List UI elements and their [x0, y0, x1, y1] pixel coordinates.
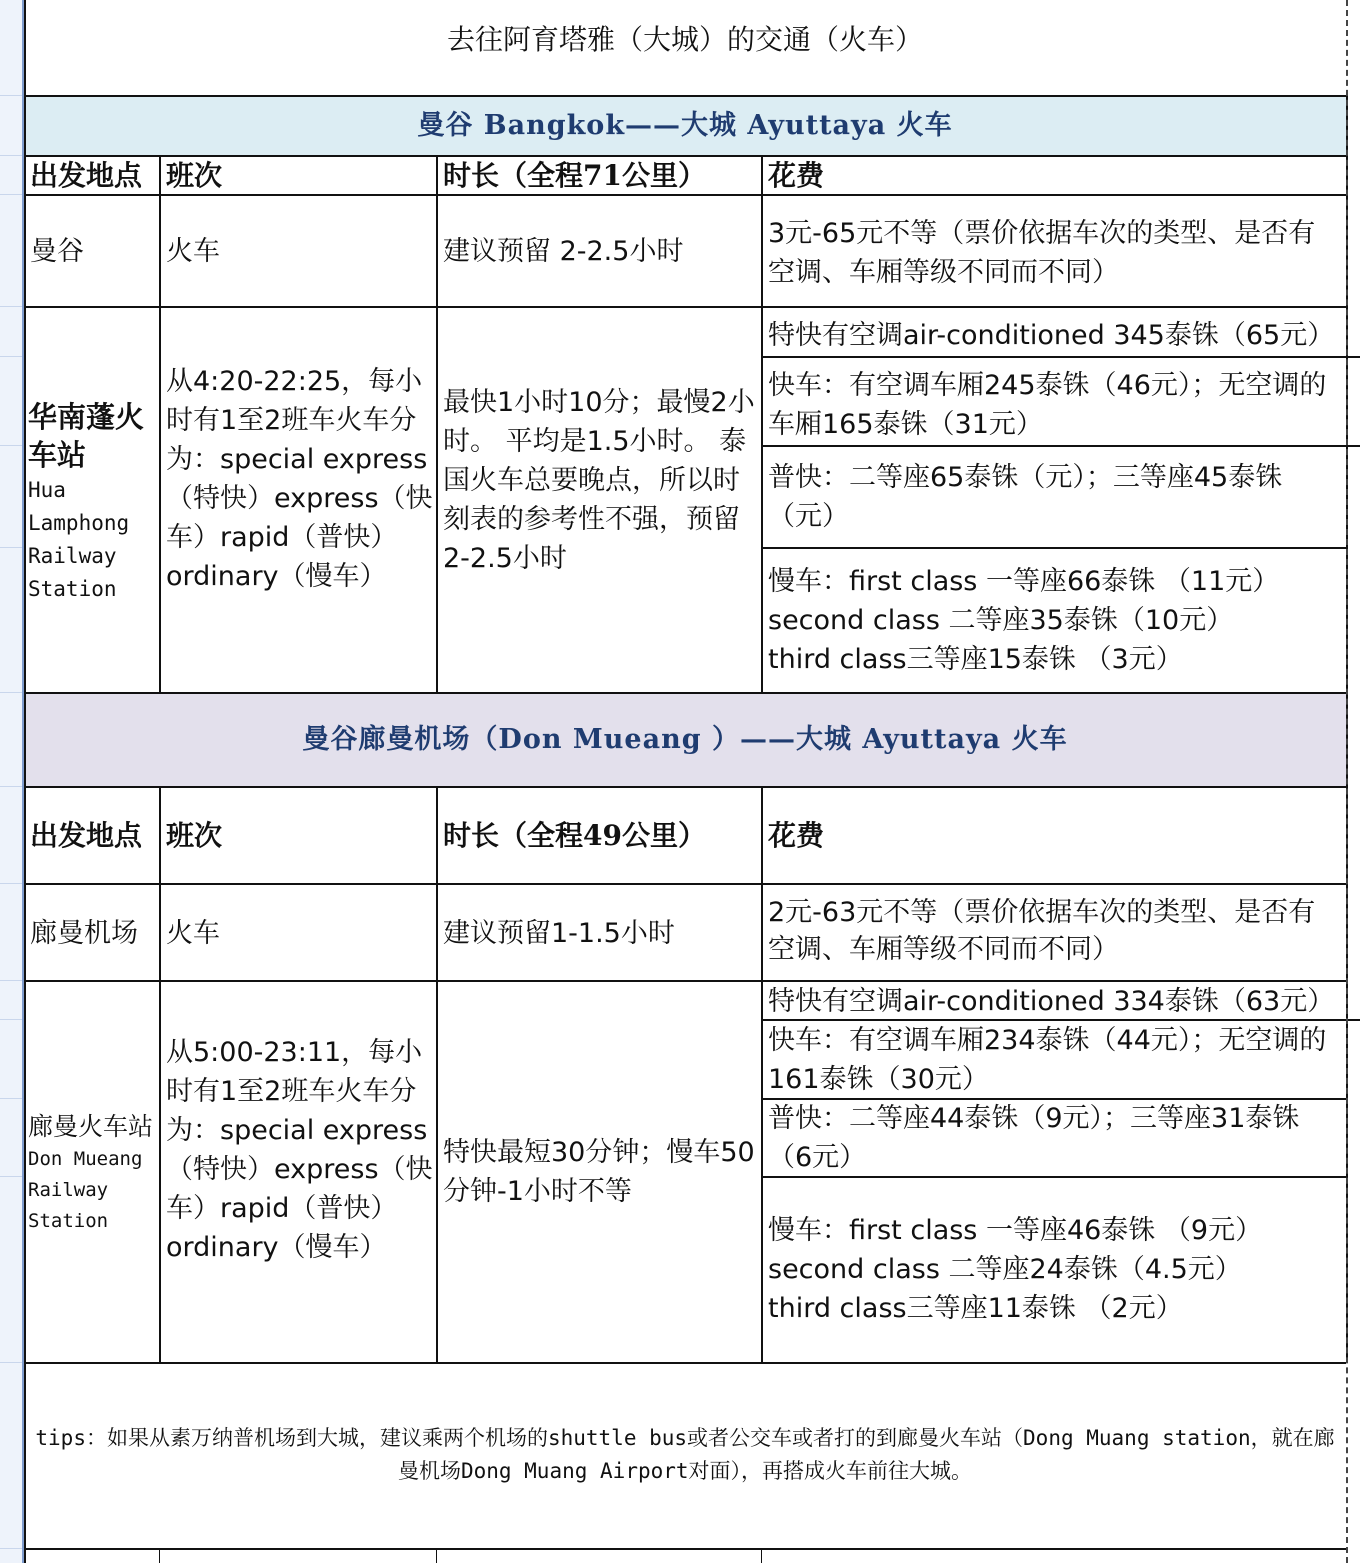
grid-line-h — [24, 194, 1346, 196]
s2-r2-cost-ordinary-first: 慢车：first class 一等座46泰铢 （9元） — [768, 1215, 1263, 1246]
s1-r2-origin-en: Hua Lamphong Railway Station — [28, 478, 130, 601]
s2-r2-cost-rapid: 普快：二等座44泰铢（9元）；三等座31泰铢（6元） — [768, 1103, 1300, 1173]
s2-r1-cost: 2元-63元不等（票价依据车次的类型、是否有空调、车厢等级不同而不同） — [768, 897, 1316, 965]
gutter-row-tick — [0, 194, 22, 195]
s2-header-origin: 出发地点 — [30, 819, 143, 852]
grid-line-v — [436, 786, 438, 1362]
grid-line-h — [24, 692, 1346, 694]
grid-line-h — [761, 445, 1360, 447]
s1-r2-service: 从4:20-22:25，每小时有1至2班车火车分为：special express（特快）express（快车）rapid（普快）ordinary（慢车） — [166, 366, 433, 592]
grid-line-h — [761, 547, 1346, 549]
s2-header-duration: 时长（全程49公里） — [443, 819, 706, 852]
s1-r2-cost-ordinary-first: 慢车：first class 一等座66泰铢 （11元） — [768, 566, 1280, 597]
s2-r2-origin-en: Don Mueang Railway Station — [28, 1148, 143, 1232]
gutter-row-tick — [0, 356, 22, 357]
page-title: 去往阿育塔雅（大城）的交通（火车） — [446, 23, 923, 56]
s2-r2-duration: 特快最短30分钟；慢车50分钟-1小时不等 — [443, 1137, 755, 1207]
s1-r2-cost-express-special: 特快有空调air-conditioned 345泰铢（65元） — [768, 320, 1335, 351]
s1-r2-origin — [28, 398, 160, 608]
grid-line-v — [436, 155, 438, 692]
s2-r2-cost-ordinary-second: second class 二等座24泰铢（4.5元） — [768, 1254, 1242, 1285]
grid-line-h — [24, 1362, 1346, 1364]
grid-line-v — [159, 1548, 160, 1563]
s2-r2-origin — [28, 1110, 160, 1250]
s1-r1-service: 火车 — [166, 236, 220, 267]
s1-r2-cost-express: 快车：有空调车厢245泰铢（46元）；无空调的车厢165泰铢（31元） — [768, 370, 1327, 440]
s2-header-cost: 花费 — [768, 819, 825, 852]
s2-r2-service: 从5:00-23:11，每小时有1至2班车火车分为：special express（特快）express（快车）rapid（普快）ordinary（慢车） — [166, 1037, 433, 1263]
gutter-row-tick — [0, 883, 22, 884]
s1-header-cost: 花费 — [768, 159, 825, 192]
grid-line-h — [761, 356, 1360, 358]
grid-line-h — [24, 883, 1346, 885]
gutter-row-tick — [0, 1176, 22, 1177]
grid-line-h — [24, 95, 1346, 97]
s2-header-service: 班次 — [166, 819, 223, 852]
grid-line-v — [159, 155, 161, 692]
s1-header-origin: 出发地点 — [30, 159, 143, 192]
row-header-gutter — [0, 0, 24, 1563]
grid-line-v — [436, 1548, 437, 1563]
s1-header-duration: 时长（全程71公里） — [443, 159, 706, 192]
grid-line-h — [24, 1548, 1346, 1550]
grid-line-h — [24, 306, 1346, 308]
grid-line-h — [761, 1019, 1360, 1021]
s1-r2-cost-rapid: 普快：二等座65泰铢（元）；三等座45泰铢（元） — [768, 462, 1283, 532]
section1-banner: 曼谷 Bangkok——大城 Ayuttaya 火车 — [24, 97, 1346, 155]
s1-r1-cost: 3元-65元不等（票价依据车次的类型、是否有空调、车厢等级不同而不同） — [768, 218, 1316, 288]
gutter-row-tick — [0, 155, 22, 156]
s2-r1-duration: 建议预留1-1.5小时 — [443, 918, 675, 949]
gutter-row-tick — [0, 306, 22, 307]
grid-line-v — [24, 0, 26, 1563]
section2-banner: 曼谷廊曼机场（Don Mueang ）——大城 Ayuttaya 火车 — [24, 694, 1346, 786]
s1-r2-origin-cn: 华南蓬火车站 — [28, 400, 145, 472]
s2-r1-service: 火车 — [166, 918, 220, 949]
s1-r2-cost-ordinary-second: second class 二等座35泰铢（10元） — [768, 605, 1234, 636]
grid-line-h — [24, 155, 1346, 157]
gutter-row-tick — [0, 980, 22, 981]
gutter-row-tick — [0, 1548, 22, 1549]
gutter-row-tick — [0, 95, 22, 96]
tips-note: tips：如果从素万纳普机场到大城，建议乘两个机场的shuttle bus或者公交车或者打的到廊曼火车站（Dong Muang station，就在廊曼机场Dong Muang Airport对面），再搭成火车前往大城。 — [35, 1426, 1335, 1483]
grid-line-h — [24, 980, 1346, 982]
grid-line-v — [761, 786, 763, 1362]
gutter-row-tick — [0, 1019, 22, 1020]
s1-r1-origin: 曼谷 — [30, 236, 84, 267]
gutter-row-tick — [0, 1362, 22, 1363]
page-break-line — [1346, 0, 1348, 1563]
s1-header-service: 班次 — [166, 159, 223, 192]
s1-r2-cost-ordinary-third: third class三等座15泰铢 （3元） — [768, 644, 1183, 675]
gutter-row-tick — [0, 445, 22, 446]
grid-line-h — [24, 786, 1346, 788]
s1-r1-duration: 建议预留 2-2.5小时 — [443, 236, 684, 267]
s2-r2-cost-express-special: 特快有空调air-conditioned 334泰铢（63元） — [768, 986, 1335, 1017]
gutter-row-tick — [0, 786, 22, 787]
s2-r2-cost-ordinary-third: third class三等座11泰铢 （2元） — [768, 1293, 1183, 1324]
gutter-row-tick — [0, 1098, 22, 1099]
gutter-row-tick — [0, 547, 22, 548]
grid-line-h — [761, 1098, 1346, 1100]
grid-line-v — [761, 155, 763, 692]
gutter-row-tick — [0, 692, 22, 693]
grid-line-v — [761, 1548, 762, 1563]
grid-line-h — [761, 1176, 1346, 1178]
s2-r2-origin-cn: 廊曼火车站 — [28, 1112, 154, 1141]
s2-r1-origin: 廊曼机场 — [30, 918, 138, 949]
s1-r2-duration: 最快1小时10分；最慢2小时。 平均是1.5小时。 泰国火车总要晚点，所以时刻表的参考性不强，预留2-2.5小时 — [443, 387, 755, 574]
s2-r2-cost-express: 快车：有空调车厢234泰铢（44元）；无空调的161泰铢（30元） — [768, 1025, 1327, 1095]
grid-line-v — [159, 786, 161, 1362]
